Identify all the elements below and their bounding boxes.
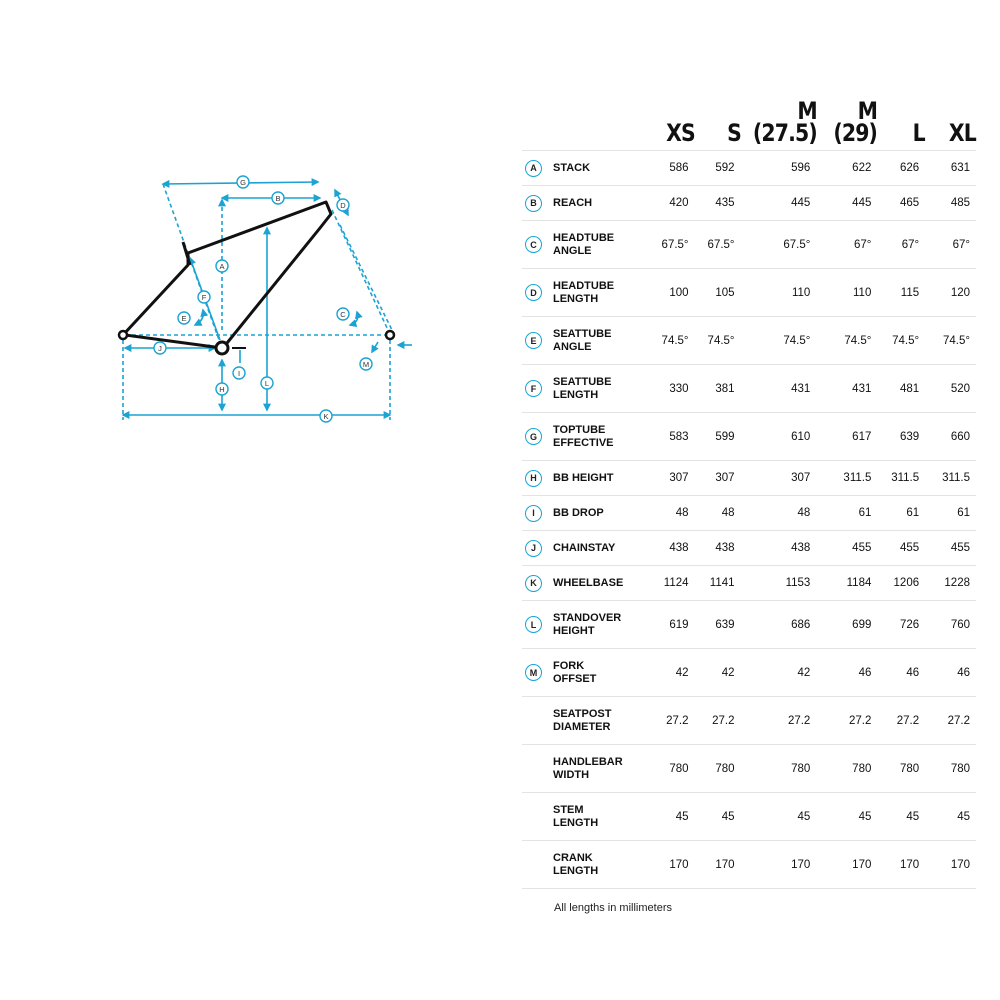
size-header-row [522, 100, 976, 151]
table-cell: 45 [644, 793, 695, 841]
table-cell: 622 [816, 151, 877, 186]
svg-text:D: D [340, 200, 346, 210]
row-label-cell [522, 461, 644, 496]
size-header: XS [665, 119, 695, 147]
callout-l [261, 377, 273, 389]
table-cell: 67.5° [644, 221, 695, 269]
row-label-cell [522, 317, 644, 365]
table-cell: 586 [644, 151, 695, 186]
table-cell: 435 [695, 186, 741, 221]
table-cell: 61 [816, 496, 877, 531]
table-cell: 307 [695, 461, 741, 496]
table-cell: 42 [695, 649, 741, 697]
row-label-cell [522, 269, 644, 317]
table-cell: 46 [925, 649, 976, 697]
table-cell: 1206 [877, 566, 925, 601]
size-header: L [912, 119, 926, 147]
table-cell: 45 [877, 793, 925, 841]
table-cell: 61 [877, 496, 925, 531]
row-label-cell [522, 745, 644, 793]
table-cell: 780 [695, 745, 741, 793]
svg-text:G: G [240, 177, 246, 187]
row-label-cell [522, 365, 644, 413]
table-cell: 639 [695, 601, 741, 649]
table-row [522, 793, 976, 841]
table-row [522, 496, 976, 531]
table-cell: 311.5 [816, 461, 877, 496]
row-label-cell [522, 601, 644, 649]
table-cell: 45 [816, 793, 877, 841]
table-cell: 27.2 [741, 697, 817, 745]
table-cell: 170 [695, 841, 741, 889]
table-row [522, 566, 976, 601]
table-row [522, 221, 976, 269]
table-cell: 170 [925, 841, 976, 889]
table-cell: 48 [695, 496, 741, 531]
measurement-label: SEATTUBE ANGLE [553, 327, 612, 353]
table-cell: 170 [741, 841, 817, 889]
geometry-rows [522, 151, 976, 889]
table-row [522, 745, 976, 793]
table-cell: 639 [877, 413, 925, 461]
callout-i [233, 367, 245, 379]
measurement-badge: K [525, 575, 542, 592]
table-row [522, 269, 976, 317]
table-cell: 438 [644, 531, 695, 566]
table-cell: 660 [925, 413, 976, 461]
size-header: M (29) [833, 97, 878, 147]
table-cell: 74.5° [741, 317, 817, 365]
table-cell: 1153 [741, 566, 817, 601]
measurement-label: CRANK LENGTH [553, 851, 599, 877]
header-spacer [540, 100, 643, 151]
svg-text:I: I [237, 368, 241, 378]
table-cell: 61 [925, 496, 976, 531]
table-cell: 105 [695, 269, 741, 317]
table-cell: 45 [925, 793, 976, 841]
callout-f [198, 291, 210, 303]
measurement-label: SEATTUBE LENGTH [553, 375, 612, 401]
table-cell: 100 [644, 269, 695, 317]
measurement-badge: E [525, 332, 542, 349]
table-cell: 42 [741, 649, 817, 697]
table-row [522, 697, 976, 745]
table-cell: 45 [695, 793, 741, 841]
table-cell: 760 [925, 601, 976, 649]
table-cell: 455 [925, 531, 976, 566]
table-cell: 445 [816, 186, 877, 221]
callout-g [237, 176, 249, 188]
measurement-label: HEADTUBE ANGLE [553, 231, 615, 257]
measurement-badge: L [525, 616, 542, 633]
row-label-cell [522, 221, 644, 269]
svg-text:M: M [362, 359, 370, 369]
table-cell: 610 [741, 413, 817, 461]
table-cell: 46 [816, 649, 877, 697]
callout-e [178, 312, 190, 324]
measurement-badge: G [525, 428, 542, 445]
measurement-label: SEATPOST DIAMETER [553, 707, 612, 733]
measurement-badge: D [525, 284, 542, 301]
svg-text:C: C [340, 309, 346, 319]
table-cell: 170 [644, 841, 695, 889]
table-cell: 74.5° [925, 317, 976, 365]
measurement-label: BB DROP [553, 506, 604, 519]
table-cell: 307 [644, 461, 695, 496]
table-cell: 617 [816, 413, 877, 461]
row-label-cell [522, 496, 644, 531]
row-label-cell [522, 531, 644, 566]
table-row [522, 186, 976, 221]
bottom-bracket [216, 342, 228, 354]
table-cell: 67° [816, 221, 877, 269]
measurement-badge: J [525, 540, 542, 557]
table-cell: 686 [741, 601, 817, 649]
table-row [522, 461, 976, 496]
measurement-badge: B [525, 195, 542, 212]
row-label-cell [522, 697, 644, 745]
table-cell: 596 [741, 151, 817, 186]
table-cell: 592 [695, 151, 741, 186]
table-cell: 420 [644, 186, 695, 221]
table-cell: 27.2 [877, 697, 925, 745]
table-cell: 307 [741, 461, 817, 496]
table-cell: 780 [925, 745, 976, 793]
row-label-cell [522, 793, 644, 841]
table-cell: 485 [925, 186, 976, 221]
table-cell: 780 [644, 745, 695, 793]
callout-c [337, 308, 349, 320]
table-row [522, 841, 976, 889]
table-cell: 599 [695, 413, 741, 461]
table-cell: 330 [644, 365, 695, 413]
table-cell: 110 [816, 269, 877, 317]
table-cell: 48 [644, 496, 695, 531]
table-cell: 27.2 [695, 697, 741, 745]
rear-axle [119, 331, 127, 339]
row-label-cell [522, 841, 644, 889]
row-label-cell [522, 413, 644, 461]
table-row [522, 317, 976, 365]
row-label-cell [522, 566, 644, 601]
table-cell: 45 [741, 793, 817, 841]
units-footnote: All lengths in millimeters [554, 902, 672, 914]
table-row [522, 413, 976, 461]
table-cell: 520 [925, 365, 976, 413]
table-cell: 27.2 [816, 697, 877, 745]
svg-text:B: B [275, 193, 281, 203]
table-cell: 170 [877, 841, 925, 889]
table-cell: 455 [816, 531, 877, 566]
table-cell: 626 [877, 151, 925, 186]
table-cell: 74.5° [816, 317, 877, 365]
callout-j [154, 342, 166, 354]
table-cell: 431 [816, 365, 877, 413]
measurement-label: BB HEIGHT [553, 471, 614, 484]
measurement-label: CHAINSTAY [553, 541, 616, 554]
callout-b [272, 192, 284, 204]
table-cell: 27.2 [644, 697, 695, 745]
measurement-label: HEADTUBE LENGTH [553, 279, 615, 305]
measurement-badge: F [525, 380, 542, 397]
table-cell: 1228 [925, 566, 976, 601]
table-cell: 780 [741, 745, 817, 793]
table-cell: 46 [877, 649, 925, 697]
table-cell: 1141 [695, 566, 741, 601]
table-cell: 67.5° [741, 221, 817, 269]
table-cell: 631 [925, 151, 976, 186]
table-cell: 170 [816, 841, 877, 889]
table-cell: 27.2 [925, 697, 976, 745]
table-cell: 115 [877, 269, 925, 317]
table-cell: 481 [877, 365, 925, 413]
table-cell: 431 [741, 365, 817, 413]
table-cell: 48 [741, 496, 817, 531]
callout-a [216, 260, 228, 272]
measurement-label: REACH [553, 196, 593, 209]
table-cell: 455 [877, 531, 925, 566]
geometry-table [522, 97, 976, 889]
callout-h [216, 383, 228, 395]
size-header: S [726, 119, 741, 147]
table-cell: 583 [644, 413, 695, 461]
measurement-label: STANDOVER HEIGHT [553, 611, 622, 637]
table-cell: 438 [741, 531, 817, 566]
callout-m [360, 358, 372, 370]
front-axle [386, 331, 394, 339]
table-cell: 42 [644, 649, 695, 697]
table-cell: 465 [877, 186, 925, 221]
table-cell: 780 [816, 745, 877, 793]
svg-text:A: A [219, 261, 225, 271]
table-cell: 699 [816, 601, 877, 649]
size-header: M (27.5) [752, 97, 817, 147]
svg-text:H: H [219, 384, 225, 394]
table-cell: 311.5 [925, 461, 976, 496]
table-cell: 74.5° [877, 317, 925, 365]
table-row [522, 531, 976, 566]
table-cell: 1184 [816, 566, 877, 601]
table-cell: 445 [741, 186, 817, 221]
table-cell: 110 [741, 269, 817, 317]
table-cell: 311.5 [877, 461, 925, 496]
table-cell: 74.5° [644, 317, 695, 365]
row-label-cell [522, 186, 644, 221]
svg-text:F: F [201, 292, 207, 302]
measurement-badge: M [525, 664, 542, 681]
frame-outline [123, 202, 331, 348]
table-row [522, 365, 976, 413]
row-label-cell [522, 649, 644, 697]
measurement-label: STEM LENGTH [553, 803, 599, 829]
svg-text:L: L [264, 378, 270, 388]
measurement-badge: I [525, 505, 542, 522]
svg-text:E: E [181, 313, 187, 323]
table-cell: 619 [644, 601, 695, 649]
table-row [522, 649, 976, 697]
measurement-label: TOPTUBE EFFECTIVE [553, 423, 614, 449]
table-cell: 67° [877, 221, 925, 269]
svg-text:J: J [158, 343, 162, 353]
callout-d [337, 199, 349, 211]
measurement-label: WHEELBASE [553, 576, 624, 589]
table-cell: 67.5° [695, 221, 741, 269]
table-cell: 780 [877, 745, 925, 793]
table-cell: 726 [877, 601, 925, 649]
frame-geometry-diagram [110, 170, 420, 430]
table-row [522, 601, 976, 649]
table-cell: 381 [695, 365, 741, 413]
measurement-label: HANDLEBAR WIDTH [553, 755, 623, 781]
measurement-badge: C [525, 236, 542, 253]
table-row [522, 151, 976, 186]
table-cell: 67° [925, 221, 976, 269]
measurement-label: STACK [553, 161, 591, 174]
table-cell: 1124 [644, 566, 695, 601]
table-cell: 120 [925, 269, 976, 317]
callout-k [320, 410, 332, 422]
row-label-cell [522, 151, 644, 186]
table-cell: 74.5° [695, 317, 741, 365]
table-cell: 438 [695, 531, 741, 566]
measurement-badge: H [525, 470, 542, 487]
size-header: XL [948, 119, 976, 147]
measurement-badge: A [525, 160, 542, 177]
svg-text:K: K [323, 411, 329, 421]
measurement-label: FORK OFFSET [553, 659, 597, 685]
